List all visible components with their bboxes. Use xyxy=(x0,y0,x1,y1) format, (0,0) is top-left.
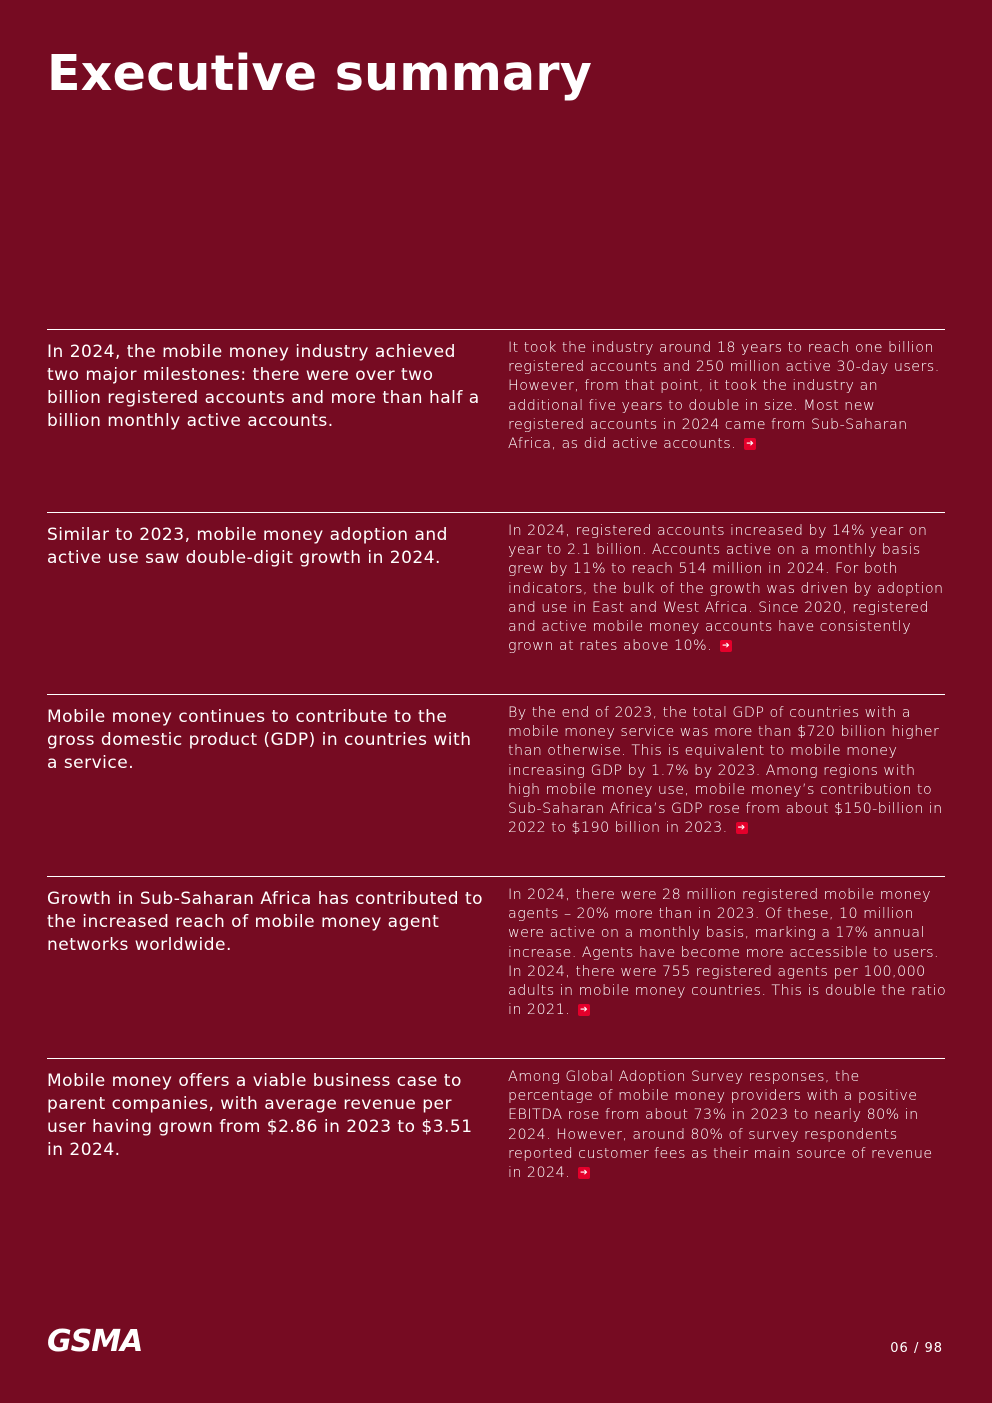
section-body xyxy=(508,522,948,656)
section-body xyxy=(508,704,948,838)
section-body-text: In 2024, registered accounts increased by 14% year on year to 2.1 billion. Accounts active on a monthly basis grew by 11% to reach 514 million in 2024. For both indicators, the bulk of the growth was driven by adoption and use in East and West Africa. Since 2020, registered and active mobile money accounts have consistently grown at rates above 10%. xyxy=(508,523,944,655)
summary-section xyxy=(47,329,945,453)
page-title: Executive summary xyxy=(47,45,593,102)
summary-section xyxy=(47,512,945,655)
section-lead: Growth in Sub-Saharan Africa has contributed to the increased reach of mobile money agent networks worldwide. xyxy=(47,889,484,955)
section-body xyxy=(508,1068,948,1183)
section-body-text: By the end of 2023, the total GDP of countries with a mobile money service was more than $720 billion higher than otherwise. This is equivalent to mobile money increasing GDP by 1.7% by 2023. Among regions with high mobile money use, mobile money’s contribution to Sub-Saharan Africa’s GDP rose from about $150-billion in 2022 to $190 billion in 2023. xyxy=(508,705,943,837)
section-lead: Mobile money offers a viable business case to parent companies, with average revenue per user having grown from $2.86 in 2023 to $3.51 in 2024. xyxy=(47,1071,473,1160)
section-lead: Similar to 2023, mobile money adoption and active use saw double-digit growth in 2024. xyxy=(47,525,448,568)
arrow-right-icon[interactable]: ➔ xyxy=(580,1168,589,1179)
section-lead: In 2024, the mobile money industry achieved two major milestones: there were over two billion registered accounts and more than half a billion monthly active accounts. xyxy=(47,342,480,431)
arrow-right-icon[interactable]: ➔ xyxy=(737,823,746,834)
section-body-text: It took the industry around 18 years to reach one billion registered accounts and 250 million active 30-day users. However, from that point, it took the industry an additional five years to double in size. Most new registered accounts in 2024 came from Sub-Saharan Africa, as did active accounts. xyxy=(508,340,940,453)
page-number: 06 / 98 xyxy=(890,1341,943,1356)
section-body-text: Among Global Adoption Survey responses, the percentage of mobile money providers with a positive EBITDA rose from about 73% in 2023 to nearly 80% in 2024. However, around 80% of survey respondents reported customer fees as their main source of revenue in 2024. xyxy=(508,1069,933,1182)
arrow-right-icon[interactable]: ➔ xyxy=(746,439,755,450)
summary-section xyxy=(47,694,945,837)
section-body-text: In 2024, there were 28 million registered mobile money agents – 20% more than in 2023. Of these, 10 million were active on a monthly basis, marking a 17% annual increase. Agents have become more accessible to users. In 2024, there were 755 registered agents per 100,000 adults in mobile money countries. This is double the ratio in 2021. xyxy=(508,887,947,1019)
section-lead: Mobile money continues to contribute to the gross domestic product (GDP) in countries with a service. xyxy=(47,707,472,773)
section-body xyxy=(508,886,948,1020)
arrow-right-icon[interactable]: ➔ xyxy=(722,641,731,652)
arrow-right-icon[interactable]: ➔ xyxy=(580,1005,589,1016)
summary-section xyxy=(47,876,947,1019)
summary-section xyxy=(47,1058,945,1182)
gsma-logo: GSMA xyxy=(47,1324,143,1359)
section-body xyxy=(508,339,948,454)
